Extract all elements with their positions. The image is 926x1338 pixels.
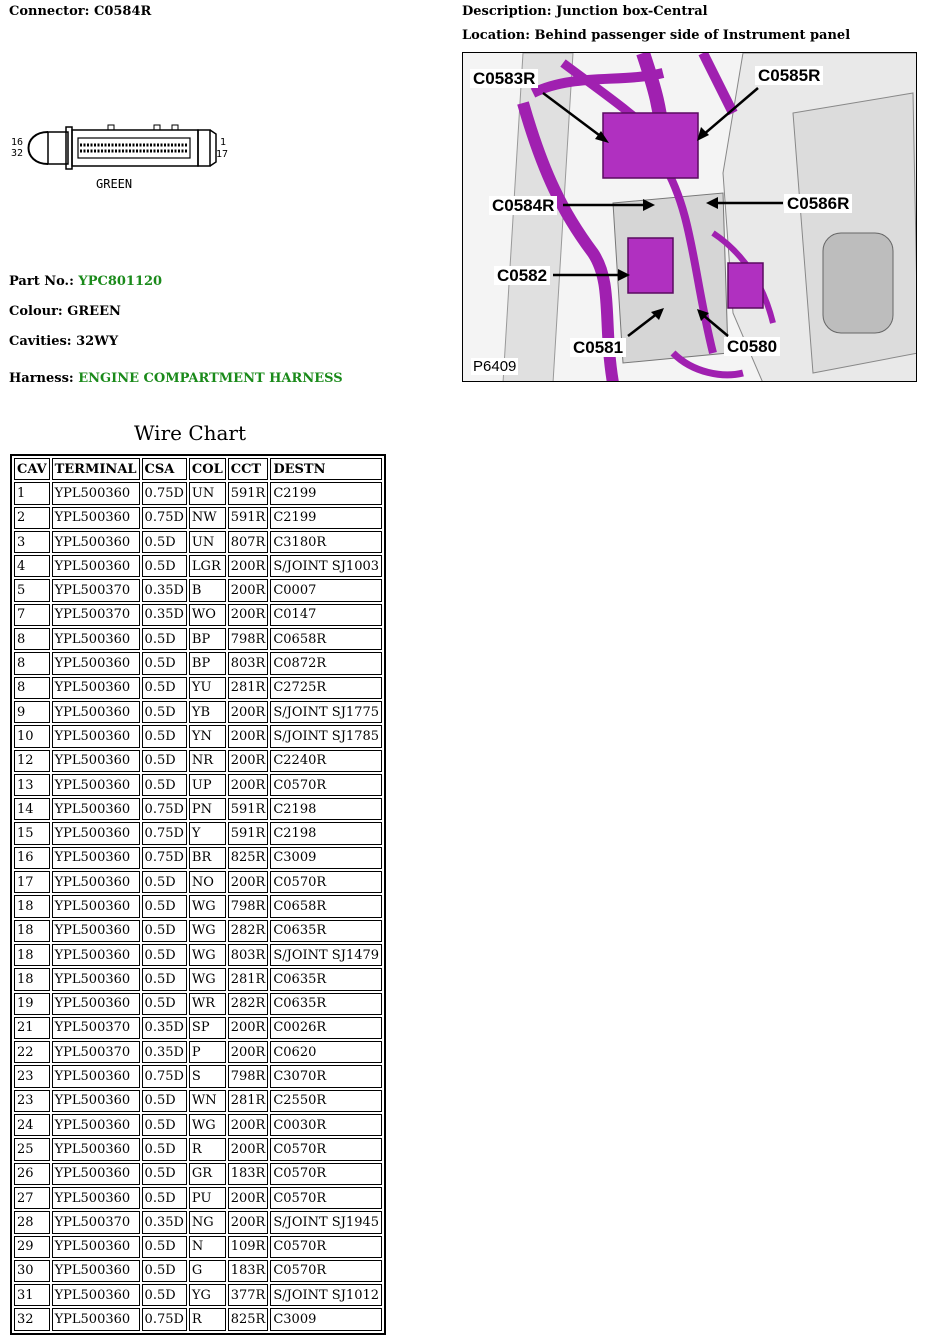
cell-csa: 0.5D (142, 993, 187, 1015)
cell-destn: S/JOINT SJ1479 (270, 944, 382, 966)
junction-box-illustration (463, 53, 917, 382)
table-row (14, 944, 382, 966)
cell-terminal: YPL500360 (52, 1260, 140, 1282)
cell-csa: 0.75D (142, 507, 187, 529)
cell-cav: 14 (14, 798, 50, 820)
table-row (14, 725, 382, 747)
cell-csa: 0.75D (142, 1065, 187, 1087)
cell-cav: 4 (14, 555, 50, 577)
cell-terminal: YPL500360 (52, 920, 140, 942)
cell-csa: 0.5D (142, 555, 187, 577)
cell-terminal: YPL500360 (52, 531, 140, 553)
cell-cav: 18 (14, 920, 50, 942)
cell-cct: 803R (228, 944, 269, 966)
cell-cct: 798R (228, 628, 269, 650)
table-row (14, 555, 382, 577)
harness-value[interactable]: ENGINE COMPARTMENT HARNESS (78, 371, 343, 386)
cell-csa: 0.5D (142, 750, 187, 772)
cell-csa: 0.5D (142, 677, 187, 699)
cell-terminal: YPL500360 (52, 1308, 140, 1330)
pin-label-17: 17 (216, 149, 229, 160)
cell-cct: 200R (228, 555, 269, 577)
cell-terminal: YPL500370 (52, 1017, 140, 1039)
cell-col: R (189, 1308, 226, 1330)
cell-col: NR (189, 750, 226, 772)
table-row (14, 652, 382, 674)
cell-col: UN (189, 482, 226, 504)
cavities-label: Cavities: (9, 334, 72, 349)
wire-chart-body (14, 482, 382, 1330)
cell-cav: 21 (14, 1017, 50, 1039)
callout-c0584r: C0584R (489, 196, 557, 215)
cell-destn: C3070R (270, 1065, 382, 1087)
cell-terminal: YPL500360 (52, 652, 140, 674)
cell-cct: 200R (228, 1211, 269, 1233)
cell-destn: C0026R (270, 1017, 382, 1039)
table-row (14, 1041, 382, 1063)
table-row (14, 482, 382, 504)
cell-cav: 25 (14, 1138, 50, 1160)
cell-col: NG (189, 1211, 226, 1233)
location-figure (462, 52, 917, 382)
cell-csa: 0.5D (142, 1236, 187, 1258)
cell-col: BP (189, 628, 226, 650)
header-col: COL (189, 458, 226, 480)
cell-csa: 0.5D (142, 774, 187, 796)
table-row (14, 1260, 382, 1282)
cell-col: WG (189, 944, 226, 966)
cell-col: SP (189, 1017, 226, 1039)
cell-csa: 0.5D (142, 652, 187, 674)
cell-col: GR (189, 1163, 226, 1185)
cell-col: WR (189, 993, 226, 1015)
cell-terminal: YPL500360 (52, 677, 140, 699)
callout-c0581: C0581 (570, 338, 626, 357)
cell-cct: 282R (228, 993, 269, 1015)
part-no-value[interactable]: YPC801120 (78, 274, 163, 289)
location-line (462, 28, 850, 43)
description-value: Junction box-Central (556, 4, 708, 19)
colour-line (9, 304, 121, 319)
cell-cav: 23 (14, 1065, 50, 1087)
cell-col: N (189, 1236, 226, 1258)
cell-destn: S/JOINT SJ1012 (270, 1284, 382, 1306)
cell-csa: 0.5D (142, 701, 187, 723)
cell-cav: 18 (14, 944, 50, 966)
header-cav: CAV (14, 458, 50, 480)
cell-cav: 8 (14, 652, 50, 674)
table-row (14, 847, 382, 869)
table-row (14, 1090, 382, 1112)
cell-cav: 30 (14, 1260, 50, 1282)
table-row (14, 798, 382, 820)
cell-cav: 1 (14, 482, 50, 504)
callout-c0585r: C0585R (755, 66, 823, 85)
cell-cct: 200R (228, 871, 269, 893)
cell-destn: C0147 (270, 604, 382, 626)
cell-cav: 28 (14, 1211, 50, 1233)
table-row (14, 968, 382, 990)
wire-chart-title: Wire Chart (133, 421, 247, 445)
cell-destn: C2198 (270, 798, 382, 820)
cell-col: PN (189, 798, 226, 820)
cell-terminal: YPL500360 (52, 555, 140, 577)
location-label: Location: (462, 28, 531, 43)
cell-cct: 183R (228, 1260, 269, 1282)
cell-cct: 109R (228, 1236, 269, 1258)
cell-cav: 5 (14, 579, 50, 601)
table-row (14, 1187, 382, 1209)
cell-terminal: YPL500360 (52, 1065, 140, 1087)
callout-c0582: C0582 (494, 266, 550, 285)
cell-csa: 0.5D (142, 1163, 187, 1185)
cell-terminal: YPL500360 (52, 944, 140, 966)
cell-destn: C0570R (270, 774, 382, 796)
cell-col: LGR (189, 555, 226, 577)
cell-destn: C0658R (270, 628, 382, 650)
cell-terminal: YPL500360 (52, 701, 140, 723)
cell-csa: 0.5D (142, 531, 187, 553)
cell-cct: 591R (228, 482, 269, 504)
cell-cav: 32 (14, 1308, 50, 1330)
location-value: Behind passenger side of Instrument panel (534, 28, 851, 43)
cell-cct: 200R (228, 701, 269, 723)
cell-col: YB (189, 701, 226, 723)
cell-col: S (189, 1065, 226, 1087)
cell-terminal: YPL500360 (52, 1284, 140, 1306)
cell-destn: C2725R (270, 677, 382, 699)
cell-terminal: YPL500360 (52, 847, 140, 869)
cell-cav: 8 (14, 628, 50, 650)
cell-col: YN (189, 725, 226, 747)
cell-cav: 18 (14, 895, 50, 917)
header-terminal: TERMINAL (52, 458, 140, 480)
cell-terminal: YPL500360 (52, 993, 140, 1015)
cell-terminal: YPL500370 (52, 579, 140, 601)
cell-destn: C0872R (270, 652, 382, 674)
cell-cav: 18 (14, 968, 50, 990)
table-row (14, 1163, 382, 1185)
cell-cav: 10 (14, 725, 50, 747)
cell-destn: C0570R (270, 871, 382, 893)
cell-cav: 15 (14, 822, 50, 844)
header-cct: CCT (228, 458, 269, 480)
cell-destn: C0570R (270, 1163, 382, 1185)
cell-csa: 0.5D (142, 920, 187, 942)
cell-csa: 0.5D (142, 1090, 187, 1112)
cell-destn: C0007 (270, 579, 382, 601)
cell-col: WN (189, 1090, 226, 1112)
cell-cav: 27 (14, 1187, 50, 1209)
table-row (14, 1236, 382, 1258)
cell-cav: 23 (14, 1090, 50, 1112)
cell-destn: S/JOINT SJ1785 (270, 725, 382, 747)
table-row (14, 628, 382, 650)
table-row (14, 895, 382, 917)
cell-terminal: YPL500360 (52, 482, 140, 504)
cell-cct: 803R (228, 652, 269, 674)
cell-col: UP (189, 774, 226, 796)
callout-c0586r: C0586R (784, 194, 852, 213)
cell-terminal: YPL500370 (52, 1041, 140, 1063)
table-row (14, 822, 382, 844)
cell-terminal: YPL500360 (52, 1236, 140, 1258)
cell-terminal: YPL500360 (52, 774, 140, 796)
cell-cav: 19 (14, 993, 50, 1015)
table-row (14, 604, 382, 626)
table-row (14, 1211, 382, 1233)
table-row (14, 1065, 382, 1087)
cell-cct: 591R (228, 507, 269, 529)
cell-terminal: YPL500360 (52, 968, 140, 990)
cell-csa: 0.5D (142, 1284, 187, 1306)
cell-cct: 798R (228, 895, 269, 917)
harness-label: Harness: (9, 371, 74, 386)
cell-col: WG (189, 968, 226, 990)
header-csa: CSA (142, 458, 187, 480)
cell-col: YG (189, 1284, 226, 1306)
cell-destn: S/JOINT SJ1945 (270, 1211, 382, 1233)
connector-drawing (8, 118, 238, 198)
cell-cct: 377R (228, 1284, 269, 1306)
harness-line (9, 371, 343, 386)
table-row (14, 871, 382, 893)
connector-value: C0584R (93, 4, 152, 19)
pin-label-32: 32 (11, 148, 24, 159)
cell-terminal: YPL500360 (52, 822, 140, 844)
connector-label: Connector: (9, 4, 90, 19)
cell-terminal: YPL500360 (52, 1187, 140, 1209)
cell-csa: 0.5D (142, 1187, 187, 1209)
figure-id: P6409 (473, 358, 517, 375)
cell-destn: C0570R (270, 1236, 382, 1258)
cell-csa: 0.75D (142, 482, 187, 504)
cell-terminal: YPL500360 (52, 507, 140, 529)
table-row (14, 1114, 382, 1136)
cell-csa: 0.35D (142, 1041, 187, 1063)
colour-value: GREEN (67, 304, 121, 319)
cell-terminal: YPL500360 (52, 1163, 140, 1185)
part-no-label: Part No.: (9, 274, 74, 289)
cell-col: PU (189, 1187, 226, 1209)
table-row (14, 531, 382, 553)
cell-cav: 24 (14, 1114, 50, 1136)
cell-cav: 17 (14, 871, 50, 893)
cell-col: R (189, 1138, 226, 1160)
cell-cct: 281R (228, 1090, 269, 1112)
callout-c0583r: C0583R (470, 69, 538, 88)
cell-csa: 0.5D (142, 895, 187, 917)
cell-col: NW (189, 507, 226, 529)
table-row (14, 1284, 382, 1306)
cell-csa: 0.35D (142, 1017, 187, 1039)
cell-destn: C0030R (270, 1114, 382, 1136)
cell-cct: 282R (228, 920, 269, 942)
cell-cct: 200R (228, 750, 269, 772)
drawing-color-label: GREEN (96, 177, 133, 191)
cell-cct: 200R (228, 1138, 269, 1160)
table-row (14, 677, 382, 699)
connector-line (9, 4, 151, 19)
cell-destn: C0620 (270, 1041, 382, 1063)
table-row (14, 1017, 382, 1039)
table-row (14, 993, 382, 1015)
cell-cct: 200R (228, 1114, 269, 1136)
table-row (14, 920, 382, 942)
cell-col: WG (189, 920, 226, 942)
cell-destn: C0658R (270, 895, 382, 917)
pin-label-16: 16 (11, 137, 24, 148)
cell-terminal: YPL500360 (52, 1138, 140, 1160)
cell-destn: C3009 (270, 1308, 382, 1330)
cell-cav: 26 (14, 1163, 50, 1185)
table-row (14, 1308, 382, 1330)
cell-cav: 12 (14, 750, 50, 772)
cell-csa: 0.75D (142, 1308, 187, 1330)
cell-cav: 2 (14, 507, 50, 529)
cell-destn: C0635R (270, 993, 382, 1015)
cell-cct: 200R (228, 1187, 269, 1209)
cell-destn: C2198 (270, 822, 382, 844)
cell-cct: 591R (228, 798, 269, 820)
cell-csa: 0.35D (142, 579, 187, 601)
cell-destn: C0635R (270, 920, 382, 942)
part-no-line (9, 274, 162, 289)
cell-cct: 825R (228, 847, 269, 869)
table-header-row (14, 458, 382, 480)
cell-col: WG (189, 895, 226, 917)
cell-cav: 7 (14, 604, 50, 626)
colour-label: Colour: (9, 304, 63, 319)
cell-csa: 0.35D (142, 1211, 187, 1233)
cell-cct: 200R (228, 604, 269, 626)
table-row (14, 701, 382, 723)
table-row (14, 1138, 382, 1160)
cell-cct: 183R (228, 1163, 269, 1185)
cell-cav: 3 (14, 531, 50, 553)
cell-cav: 16 (14, 847, 50, 869)
cell-csa: 0.75D (142, 798, 187, 820)
cell-col: UN (189, 531, 226, 553)
cell-cav: 22 (14, 1041, 50, 1063)
cell-terminal: YPL500360 (52, 628, 140, 650)
cell-cav: 31 (14, 1284, 50, 1306)
table-row (14, 750, 382, 772)
cell-terminal: YPL500360 (52, 798, 140, 820)
cell-terminal: YPL500370 (52, 604, 140, 626)
cell-cct: 200R (228, 774, 269, 796)
cell-cct: 798R (228, 1065, 269, 1087)
description-line (462, 4, 708, 19)
cell-destn: C2199 (270, 482, 382, 504)
cell-cav: 29 (14, 1236, 50, 1258)
cell-terminal: YPL500360 (52, 871, 140, 893)
pin-label-1: 1 (220, 137, 227, 148)
cell-csa: 0.5D (142, 871, 187, 893)
cell-destn: C0570R (270, 1260, 382, 1282)
cell-col: BR (189, 847, 226, 869)
cell-cct: 200R (228, 1017, 269, 1039)
cell-terminal: YPL500360 (52, 895, 140, 917)
cell-destn: C3009 (270, 847, 382, 869)
cell-col: WG (189, 1114, 226, 1136)
cell-cav: 9 (14, 701, 50, 723)
cell-col: YU (189, 677, 226, 699)
cell-cct: 200R (228, 1041, 269, 1063)
header-destn: DESTN (270, 458, 382, 480)
cell-cct: 281R (228, 677, 269, 699)
callout-c0580: C0580 (724, 337, 780, 356)
table-row (14, 579, 382, 601)
cell-csa: 0.5D (142, 725, 187, 747)
cell-cav: 8 (14, 677, 50, 699)
cell-cct: 200R (228, 725, 269, 747)
cell-cct: 200R (228, 579, 269, 601)
cell-col: Y (189, 822, 226, 844)
cell-csa: 0.5D (142, 968, 187, 990)
cell-col: G (189, 1260, 226, 1282)
cell-destn: S/JOINT SJ1775 (270, 701, 382, 723)
cell-destn: C2240R (270, 750, 382, 772)
cell-destn: C0570R (270, 1187, 382, 1209)
cavities-value: 32WY (76, 334, 119, 349)
cell-cct: 591R (228, 822, 269, 844)
cell-cct: 807R (228, 531, 269, 553)
cell-csa: 0.5D (142, 1260, 187, 1282)
cell-csa: 0.5D (142, 944, 187, 966)
cell-cct: 825R (228, 1308, 269, 1330)
cell-csa: 0.5D (142, 1114, 187, 1136)
cell-col: B (189, 579, 226, 601)
table-row (14, 507, 382, 529)
description-label: Description: (462, 4, 552, 19)
cell-destn: S/JOINT SJ1003 (270, 555, 382, 577)
cell-cct: 281R (228, 968, 269, 990)
cell-csa: 0.75D (142, 847, 187, 869)
cavities-line (9, 334, 118, 349)
cell-terminal: YPL500370 (52, 1211, 140, 1233)
cell-csa: 0.35D (142, 604, 187, 626)
cell-cav: 13 (14, 774, 50, 796)
cell-destn: C0635R (270, 968, 382, 990)
cell-csa: 0.75D (142, 822, 187, 844)
cell-col: WO (189, 604, 226, 626)
cell-terminal: YPL500360 (52, 750, 140, 772)
cell-csa: 0.5D (142, 628, 187, 650)
cell-destn: C2550R (270, 1090, 382, 1112)
cell-destn: C3180R (270, 531, 382, 553)
cell-col: NO (189, 871, 226, 893)
cell-terminal: YPL500360 (52, 725, 140, 747)
cell-destn: C2199 (270, 507, 382, 529)
cell-col: P (189, 1041, 226, 1063)
table-row (14, 774, 382, 796)
cell-destn: C0570R (270, 1138, 382, 1160)
cell-col: BP (189, 652, 226, 674)
cell-terminal: YPL500360 (52, 1090, 140, 1112)
cell-terminal: YPL500360 (52, 1114, 140, 1136)
cell-csa: 0.5D (142, 1138, 187, 1160)
wire-chart-table (10, 454, 386, 1335)
